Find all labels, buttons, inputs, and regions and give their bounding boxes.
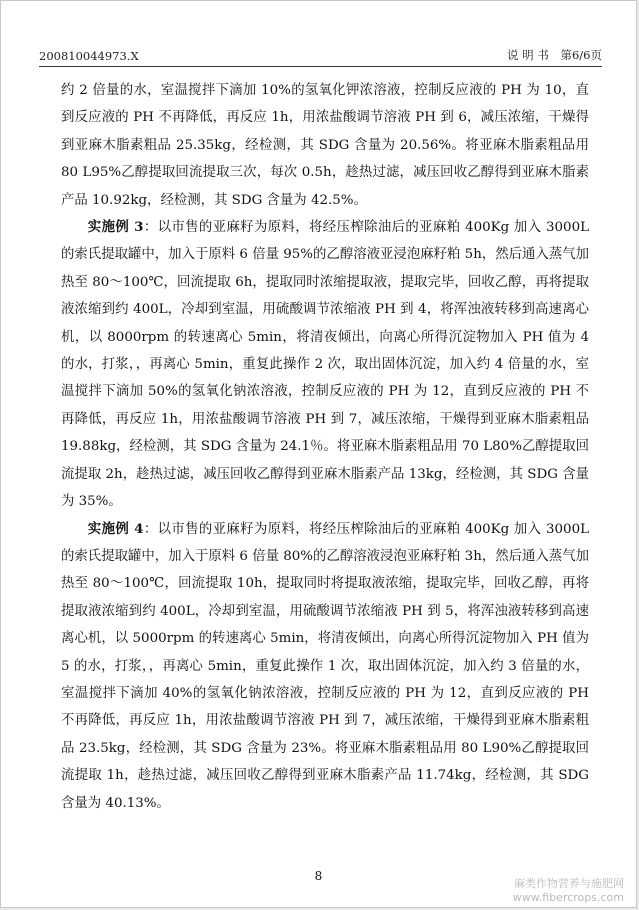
paragraph-1-text: 约 2 倍量的水，室温搅拌下滴加 10%的氢氧化钾浓溶液，控制反应液的 PH 为 10，直到反应液的 PH 不再降低，再反应 1h，用浓盐酸调节溶液 PH 到 6，减压浓缩，干燥得到亚麻木脂素粗品 25.35kg，经检测，其 SDG 含量为 20.56%。将亚麻木脂素粗品用 80 L95%乙醇提取回流提取三次，每次 0.5h，趁热过滤，减压回收乙醇得到亚麻木脂素产品 10.92kg，经检测，其 SDG 含量为 42.5%。 bbox=[61, 83, 589, 208]
doc-title: 说 明 书 bbox=[507, 48, 549, 62]
watermark bbox=[513, 877, 624, 905]
example-3-text: ：以市售的亚麻籽为原料，将经压榨除油后的亚麻粕 400Kg 加入 3000L 的索氏提取罐中，加入于原料 6 倍量 95%的乙醇溶液亚浸泡麻籽粕 5h，然后通入蒸气加热至 80～100℃，回流提取 6h，提取同时浓缩提取液，提取完毕，回收乙醇，再将提取液浓缩到约 400L，冷却到室温，用硫酸调节浓缩液 PH 到 4，将浑浊液转移到高速离心机，以 8000rpm 的转速离心 5min，将清夜倾出，向离心所得沉淀物加入 PH 值为 4 的水，打浆，，再离心 5min，重复此操作 2 次，取出固体沉淀，加入约 4 倍量的水，室温搅拌下滴加 50%的氢氧化钠浓溶液，控制反应液的 PH 为 12，直到反应液的 PH 不再降低，再反应 1h，用浓盐酸调节溶液 PH 到 7，减压浓缩，干燥得到亚麻木脂素粗品 19.88kg，经检测，其 SDG 含量为 24.1％。将亚麻木脂素粗品用 70 L80%乙醇提取回流提取 2h，趁热过滤，减压回收乙醇得到亚麻木脂素产品 13kg，经检测，其 SDG 含量为 35%。 bbox=[61, 220, 589, 510]
page-of: 第6/6页 bbox=[560, 48, 602, 62]
header-divider bbox=[39, 66, 602, 67]
watermark-line-1: 麻类作物营养与施肥网 bbox=[514, 877, 624, 890]
paragraph-1 bbox=[61, 77, 589, 214]
watermark-line-2: www.fibercrops.com bbox=[512, 891, 624, 904]
example-3-label: 实施例 3 bbox=[87, 219, 144, 236]
header-right bbox=[499, 47, 602, 63]
paragraph-example-3 bbox=[61, 214, 589, 515]
body-text bbox=[61, 77, 589, 817]
page-header bbox=[39, 45, 602, 63]
example-4-text: ：以市售的亚麻籽为原料，将经压榨除油后的亚麻粕 400Kg 加入 3000L 的索氏提取罐中，加入于原料 6 倍量 80%的乙醇溶液浸泡亚麻籽粕 3h，然后通入蒸气加热至 80～100℃，回流提取 10h，提取同时将提取液浓缩，提取完毕，回收乙醇，再将提取液浓缩到约 400L，冷却到室温，用硫酸调节浓缩液 PH 到 5，将浑浊液转移到高速离心机，以 5000rpm 的转速离心 5min，将清夜倾出，向离心所得沉淀物加入 PH 值为 5 的水，打浆，，再离心 5min，重复此操作 1 次，取出固体沉淀，加入约 3 倍量的水，室温搅拌下滴加 40%的氢氧化钠浓溶液，控制反应液的 PH 为 12，直到反应液的 PH 不再降低，再反应 1h，用浓盐酸调节溶液 PH 到 7，减压浓缩，干燥得到亚麻木脂素粗品 23.5kg，经检测，其 SDG 含量为 23%。将亚麻木脂素粗品用 80 L90%乙醇提取回流提取 1h，趁热过滤，减压回收乙醇得到亚麻木脂素产品 11.74kg，经检测，其 SDG 含量为 40.13%。 bbox=[61, 521, 589, 811]
example-4-label: 实施例 4 bbox=[87, 520, 144, 537]
paragraph-example-4 bbox=[61, 516, 589, 817]
doc-number: 200810044973.X bbox=[39, 49, 139, 63]
page-number: 8 bbox=[314, 869, 323, 883]
